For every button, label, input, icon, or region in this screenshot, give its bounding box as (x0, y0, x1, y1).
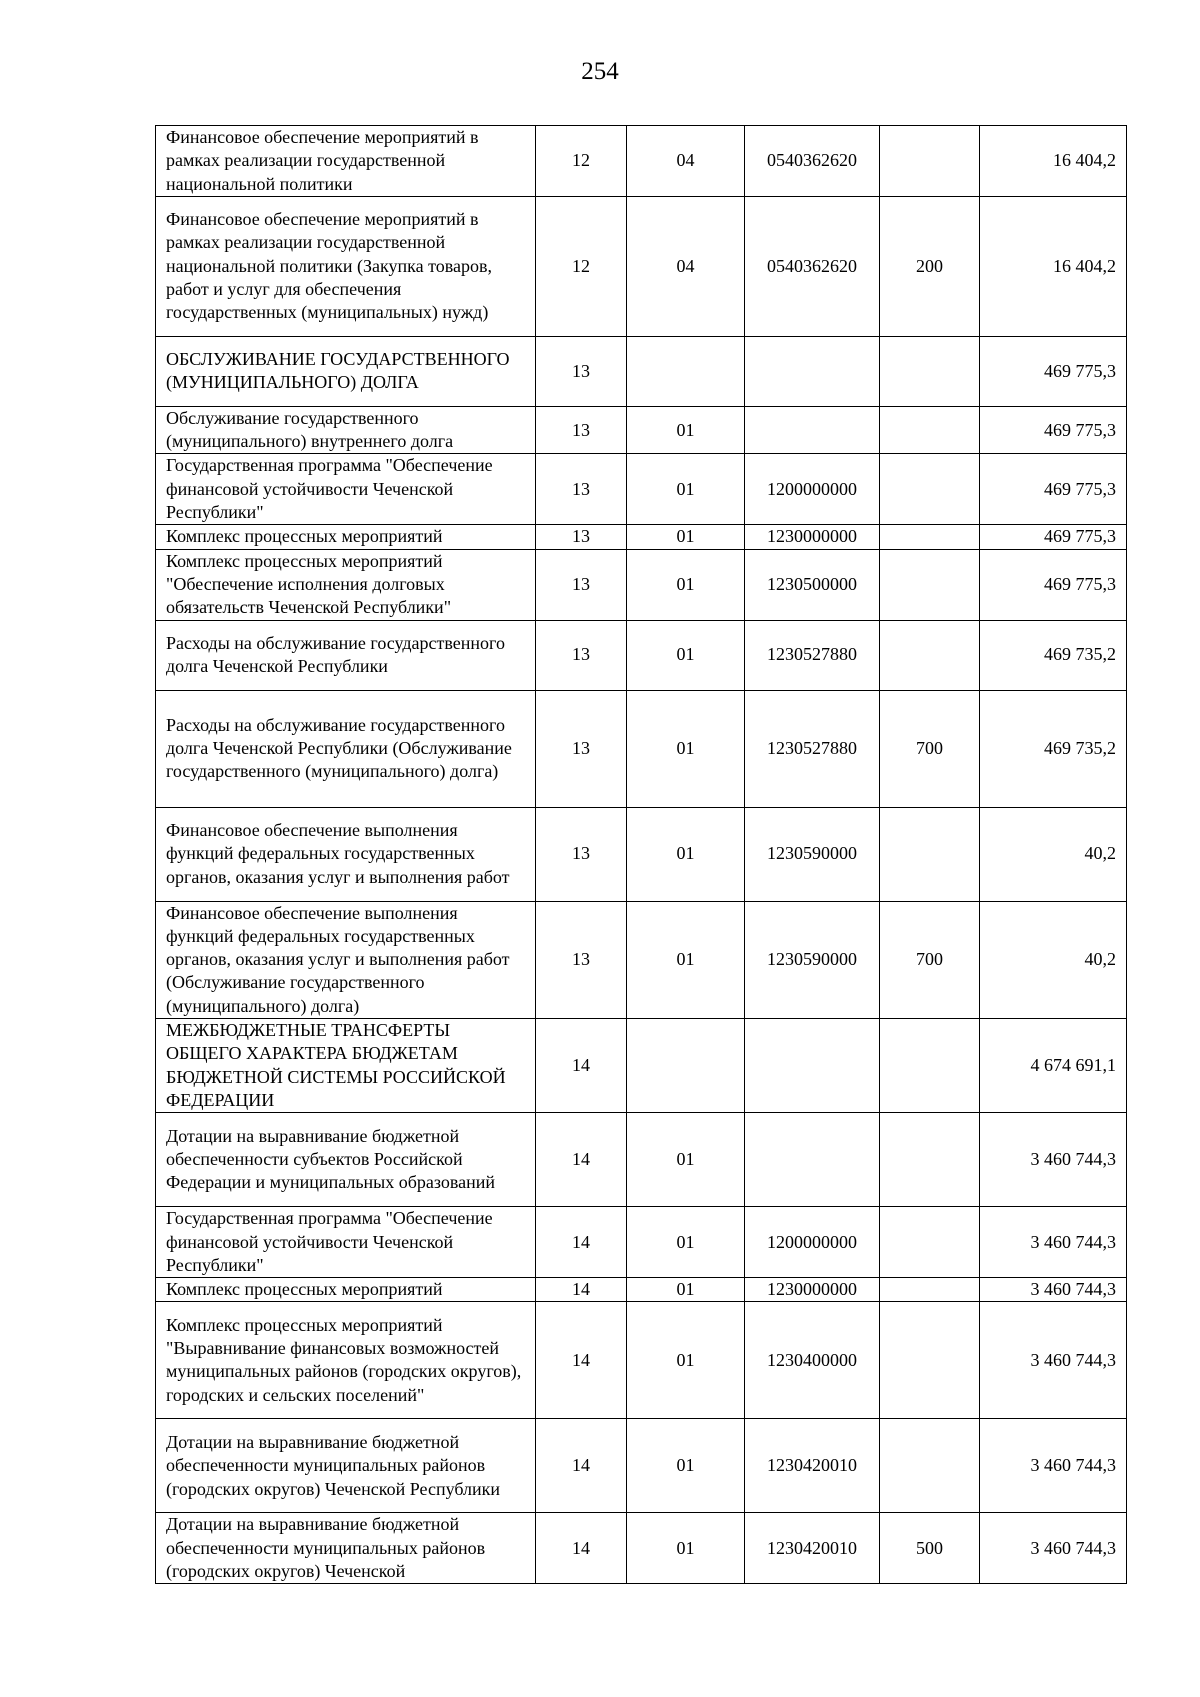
table-row (156, 1113, 1127, 1207)
row-section: 14 (536, 1278, 627, 1302)
row-amount: 3 460 744,3 (980, 1207, 1127, 1278)
row-target-article: 1230000000 (745, 1278, 880, 1302)
row-subsection: 01 (627, 620, 745, 690)
row-target-article (745, 1019, 880, 1113)
row-target-article (745, 406, 880, 454)
row-section: 14 (536, 1207, 627, 1278)
row-section: 13 (536, 454, 627, 525)
row-section: 14 (536, 1419, 627, 1513)
row-subsection (627, 336, 745, 406)
row-name: Дотации на выравнивание бюджетной обеспеченности субъектов Российской Федерации и муниципальных образований (156, 1113, 536, 1207)
row-name: Государственная программа "Обеспечение финансовой устойчивости Чеченской Республики" (156, 1207, 536, 1278)
table-row (156, 549, 1127, 620)
row-subsection: 01 (627, 406, 745, 454)
row-amount: 469 735,2 (980, 620, 1127, 690)
row-section: 13 (536, 525, 627, 549)
table-row (156, 1278, 1127, 1302)
budget-table (155, 125, 1127, 1584)
row-expense-type: 200 (880, 196, 980, 336)
table-row (156, 620, 1127, 690)
row-target-article: 1230000000 (745, 525, 880, 549)
row-subsection: 01 (627, 454, 745, 525)
row-amount: 469 775,3 (980, 525, 1127, 549)
row-subsection: 04 (627, 196, 745, 336)
row-name: МЕЖБЮДЖЕТНЫЕ ТРАНСФЕРТЫ ОБЩЕГО ХАРАКТЕРА БЮДЖЕТАМ БЮДЖЕТНОЙ СИСТЕМЫ РОССИЙСКОЙ ФЕДЕРАЦИИ (156, 1019, 536, 1113)
row-target-article (745, 336, 880, 406)
row-target-article: 1230500000 (745, 549, 880, 620)
row-name: Финансовое обеспечение мероприятий в рамках реализации государственной национальной политики (Закупка товаров, работ и услуг для обеспечения государственных (муниципальных) нужд) (156, 196, 536, 336)
row-expense-type (880, 1419, 980, 1513)
row-section: 13 (536, 690, 627, 807)
row-name: Комплекс процессных мероприятий (156, 525, 536, 549)
row-target-article: 1230400000 (745, 1302, 880, 1419)
row-subsection: 01 (627, 1513, 745, 1584)
row-section: 14 (536, 1513, 627, 1584)
row-target-article: 1230527880 (745, 690, 880, 807)
row-subsection: 01 (627, 525, 745, 549)
row-amount: 3 460 744,3 (980, 1419, 1127, 1513)
row-amount: 3 460 744,3 (980, 1513, 1127, 1584)
row-subsection: 01 (627, 901, 745, 1018)
table-row (156, 690, 1127, 807)
table-row (156, 126, 1127, 197)
row-amount: 4 674 691,1 (980, 1019, 1127, 1113)
row-amount: 469 735,2 (980, 690, 1127, 807)
table-row (156, 1419, 1127, 1513)
row-name: Дотации на выравнивание бюджетной обеспеченности муниципальных районов (городских округов) Чеченской Республики (156, 1419, 536, 1513)
row-amount: 469 775,3 (980, 549, 1127, 620)
row-subsection: 01 (627, 807, 745, 901)
table-row (156, 454, 1127, 525)
row-name: ОБСЛУЖИВАНИЕ ГОСУДАРСТВЕННОГО (МУНИЦИПАЛЬНОГО) ДОЛГА (156, 336, 536, 406)
row-expense-type (880, 1113, 980, 1207)
row-target-article: 0540362620 (745, 126, 880, 197)
row-name: Дотации на выравнивание бюджетной обеспеченности муниципальных районов (городских округов) Чеченской (156, 1513, 536, 1584)
row-section: 14 (536, 1019, 627, 1113)
table-row (156, 1207, 1127, 1278)
row-amount: 469 775,3 (980, 336, 1127, 406)
row-amount: 3 460 744,3 (980, 1113, 1127, 1207)
row-name: Обслуживание государственного (муниципального) внутреннего долга (156, 406, 536, 454)
table-row (156, 336, 1127, 406)
row-expense-type (880, 525, 980, 549)
row-name: Расходы на обслуживание государственного долга Чеченской Республики (156, 620, 536, 690)
row-amount: 3 460 744,3 (980, 1302, 1127, 1419)
row-section: 12 (536, 196, 627, 336)
row-section: 13 (536, 901, 627, 1018)
row-expense-type (880, 807, 980, 901)
row-expense-type: 500 (880, 1513, 980, 1584)
row-amount: 16 404,2 (980, 196, 1127, 336)
row-section: 14 (536, 1302, 627, 1419)
table-row (156, 196, 1127, 336)
table-body (156, 126, 1127, 1584)
row-target-article: 1230420010 (745, 1513, 880, 1584)
row-name: Комплекс процессных мероприятий "Выравнивание финансовых возможностей муниципальных районов (городских округов), городских и сельских поселений" (156, 1302, 536, 1419)
row-subsection: 01 (627, 690, 745, 807)
row-section: 13 (536, 620, 627, 690)
row-name: Финансовое обеспечение выполнения функций федеральных государственных органов, оказания услуг и выполнения работ (Обслуживание государственного (муниципального) долга) (156, 901, 536, 1018)
row-target-article: 1230590000 (745, 807, 880, 901)
row-section: 14 (536, 1113, 627, 1207)
row-amount: 469 775,3 (980, 454, 1127, 525)
row-target-article: 1230590000 (745, 901, 880, 1018)
row-section: 13 (536, 406, 627, 454)
row-expense-type (880, 1278, 980, 1302)
row-expense-type (880, 1302, 980, 1419)
row-expense-type (880, 1207, 980, 1278)
row-subsection: 04 (627, 126, 745, 197)
page-number: 254 (581, 58, 619, 85)
row-expense-type (880, 126, 980, 197)
row-name: Расходы на обслуживание государственного долга Чеченской Республики (Обслуживание государственного (муниципального) долга) (156, 690, 536, 807)
table-row (156, 1019, 1127, 1113)
row-expense-type: 700 (880, 901, 980, 1018)
row-name: Финансовое обеспечение мероприятий в рамках реализации государственной национальной политики (156, 126, 536, 197)
table-row (156, 406, 1127, 454)
table-row (156, 525, 1127, 549)
row-target-article: 1200000000 (745, 454, 880, 525)
row-target-article: 1230420010 (745, 1419, 880, 1513)
row-amount: 40,2 (980, 901, 1127, 1018)
row-subsection (627, 1019, 745, 1113)
row-subsection: 01 (627, 1419, 745, 1513)
row-subsection: 01 (627, 1302, 745, 1419)
row-expense-type (880, 620, 980, 690)
row-expense-type (880, 1019, 980, 1113)
row-amount: 16 404,2 (980, 126, 1127, 197)
row-expense-type: 700 (880, 690, 980, 807)
row-expense-type (880, 549, 980, 620)
row-expense-type (880, 336, 980, 406)
row-section: 13 (536, 336, 627, 406)
row-expense-type (880, 406, 980, 454)
row-amount: 40,2 (980, 807, 1127, 901)
row-name: Государственная программа "Обеспечение финансовой устойчивости Чеченской Республики" (156, 454, 536, 525)
row-target-article: 0540362620 (745, 196, 880, 336)
row-subsection: 01 (627, 1113, 745, 1207)
table-row (156, 807, 1127, 901)
row-section: 12 (536, 126, 627, 197)
row-section: 13 (536, 807, 627, 901)
row-name: Комплекс процессных мероприятий "Обеспечение исполнения долговых обязательств Чеченской Республики" (156, 549, 536, 620)
row-expense-type (880, 454, 980, 525)
table-row (156, 901, 1127, 1018)
row-target-article: 1230527880 (745, 620, 880, 690)
row-section: 13 (536, 549, 627, 620)
row-subsection: 01 (627, 1207, 745, 1278)
row-subsection: 01 (627, 549, 745, 620)
row-amount: 3 460 744,3 (980, 1278, 1127, 1302)
row-subsection: 01 (627, 1278, 745, 1302)
row-name: Комплекс процессных мероприятий (156, 1278, 536, 1302)
row-target-article (745, 1113, 880, 1207)
table-row (156, 1302, 1127, 1419)
row-amount: 469 775,3 (980, 406, 1127, 454)
row-name: Финансовое обеспечение выполнения функций федеральных государственных органов, оказания услуг и выполнения работ (156, 807, 536, 901)
table-row (156, 1513, 1127, 1584)
row-target-article: 1200000000 (745, 1207, 880, 1278)
